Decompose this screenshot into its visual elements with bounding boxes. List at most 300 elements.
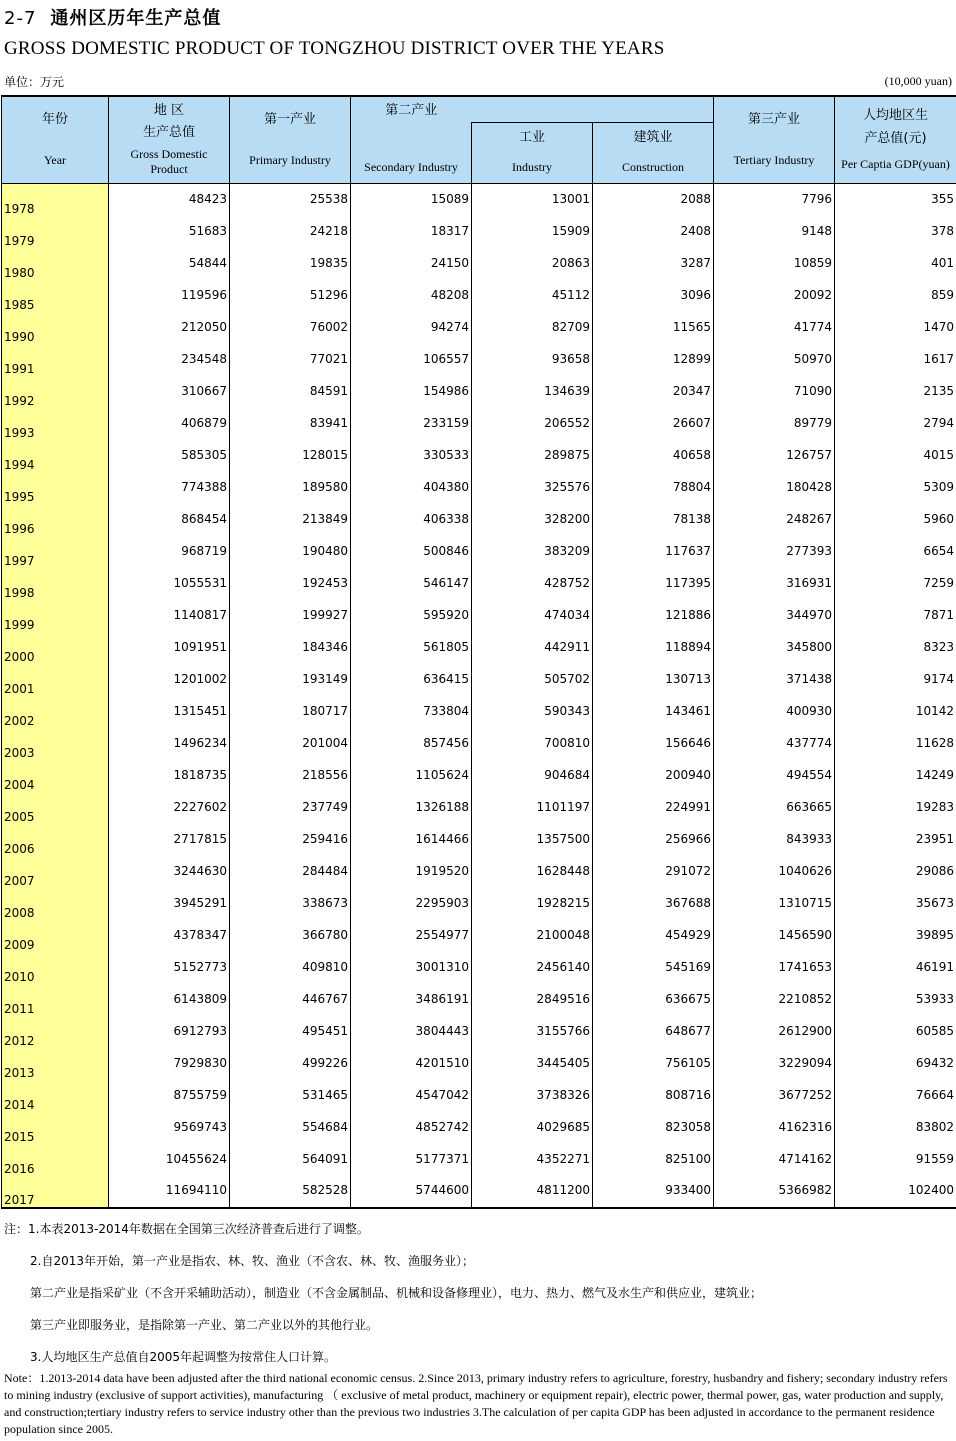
value-cell: 6654 (835, 536, 956, 568)
value-cell: 383209 (472, 536, 593, 568)
value-cell: 8755759 (109, 1080, 230, 1112)
value-cell: 25538 (230, 184, 351, 216)
note-cn-4: 第三产业即服务业，是指除第一产业、第二产业以外的其他行业。 (30, 1318, 379, 1332)
header-secondary-en: Secondary Industry (351, 122, 472, 183)
header-industry: 工业 Industry (472, 122, 593, 183)
value-cell: 121886 (593, 600, 714, 632)
value-cell: 48423 (109, 184, 230, 216)
year-cell: 1998 (2, 568, 109, 600)
table-row (2, 920, 956, 952)
year-cell: 2001 (2, 664, 109, 696)
table-row (2, 696, 956, 728)
value-cell: 119596 (109, 280, 230, 312)
table-row (2, 952, 956, 984)
year-cell: 2007 (2, 856, 109, 888)
value-cell: 6143809 (109, 984, 230, 1016)
value-cell: 3486191 (351, 984, 472, 1016)
value-cell: 4201510 (351, 1048, 472, 1080)
value-cell: 200940 (593, 760, 714, 792)
value-cell: 474034 (472, 600, 593, 632)
value-cell: 3445405 (472, 1048, 593, 1080)
year-cell: 2006 (2, 824, 109, 856)
value-cell: 345800 (714, 632, 835, 664)
value-cell: 500846 (351, 536, 472, 568)
year-cell: 1992 (2, 376, 109, 408)
table-row (2, 280, 956, 312)
year-cell: 1996 (2, 504, 109, 536)
value-cell: 29086 (835, 856, 956, 888)
page-title-en: GROSS DOMESTIC PRODUCT OF TONGZHOU DISTRICT OVER THE YEARS (4, 38, 665, 59)
table-row (2, 1080, 956, 1112)
value-cell: 184346 (230, 632, 351, 664)
value-cell: 1628448 (472, 856, 593, 888)
value-cell: 48208 (351, 280, 472, 312)
gdp-table (1, 95, 956, 1209)
value-cell: 77021 (230, 344, 351, 376)
value-cell: 355 (835, 184, 956, 216)
value-cell: 825100 (593, 1144, 714, 1176)
value-cell: 1614466 (351, 824, 472, 856)
value-cell: 40658 (593, 440, 714, 472)
value-cell: 2456140 (472, 952, 593, 984)
table-row (2, 760, 956, 792)
value-cell: 366780 (230, 920, 351, 952)
value-cell: 1818735 (109, 760, 230, 792)
value-cell: 1055531 (109, 568, 230, 600)
value-cell: 291072 (593, 856, 714, 888)
table-row (2, 984, 956, 1016)
value-cell: 91559 (835, 1144, 956, 1176)
value-cell: 82709 (472, 312, 593, 344)
value-cell: 1101197 (472, 792, 593, 824)
value-cell: 284484 (230, 856, 351, 888)
table-row (2, 344, 956, 376)
value-cell: 401 (835, 248, 956, 280)
value-cell: 3229094 (714, 1048, 835, 1080)
value-cell: 1310715 (714, 888, 835, 920)
value-cell: 289875 (472, 440, 593, 472)
value-cell: 6912793 (109, 1016, 230, 1048)
value-cell: 1456590 (714, 920, 835, 952)
value-cell: 45112 (472, 280, 593, 312)
value-cell: 2717815 (109, 824, 230, 856)
year-cell: 1997 (2, 536, 109, 568)
value-cell: 823058 (593, 1112, 714, 1144)
value-cell: 18317 (351, 216, 472, 248)
value-cell: 193149 (230, 664, 351, 696)
value-cell: 1617 (835, 344, 956, 376)
year-cell: 2005 (2, 792, 109, 824)
value-cell: 3096 (593, 280, 714, 312)
value-cell: 437774 (714, 728, 835, 760)
value-cell: 15089 (351, 184, 472, 216)
value-cell: 7929830 (109, 1048, 230, 1080)
value-cell: 7796 (714, 184, 835, 216)
table-row (2, 440, 956, 472)
value-cell: 733804 (351, 696, 472, 728)
value-cell: 2295903 (351, 888, 472, 920)
value-cell: 248267 (714, 504, 835, 536)
header-year: 年份 Year (2, 96, 109, 184)
value-cell: 2088 (593, 184, 714, 216)
value-cell: 1326188 (351, 792, 472, 824)
value-cell: 10142 (835, 696, 956, 728)
value-cell: 582528 (230, 1176, 351, 1208)
value-cell: 404380 (351, 472, 472, 504)
value-cell: 325576 (472, 472, 593, 504)
value-cell: 53933 (835, 984, 956, 1016)
table-body (2, 184, 956, 1208)
unit-label-cn: 单位：万元 (4, 75, 65, 89)
value-cell: 968719 (109, 536, 230, 568)
value-cell: 20863 (472, 248, 593, 280)
value-cell: 12899 (593, 344, 714, 376)
unit-label-en: (10,000 yuan) (884, 74, 952, 88)
value-cell: 5309 (835, 472, 956, 504)
value-cell: 4714162 (714, 1144, 835, 1176)
value-cell: 2227602 (109, 792, 230, 824)
value-cell: 344970 (714, 600, 835, 632)
table-row (2, 1016, 956, 1048)
value-cell: 206552 (472, 408, 593, 440)
value-cell: 84591 (230, 376, 351, 408)
value-cell: 406879 (109, 408, 230, 440)
value-cell: 499226 (230, 1048, 351, 1080)
value-cell: 154986 (351, 376, 472, 408)
value-cell: 933400 (593, 1176, 714, 1208)
value-cell: 1357500 (472, 824, 593, 856)
value-cell: 180717 (230, 696, 351, 728)
year-cell: 2011 (2, 984, 109, 1016)
value-cell: 69432 (835, 1048, 956, 1080)
value-cell: 400930 (714, 696, 835, 728)
year-cell: 2017 (2, 1176, 109, 1208)
note-cn-1: 注：1.本表2013-2014年数据在全国第三次经济普查后进行了调整。 (4, 1222, 369, 1236)
note-cn-5: 3.人均地区生产总值自2005年起调整为按常住人口计算。 (30, 1350, 336, 1364)
year-cell: 1991 (2, 344, 109, 376)
value-cell: 4015 (835, 440, 956, 472)
value-cell: 19835 (230, 248, 351, 280)
value-cell: 4378347 (109, 920, 230, 952)
value-cell: 561805 (351, 632, 472, 664)
value-cell: 102400 (835, 1176, 956, 1208)
value-cell: 648677 (593, 1016, 714, 1048)
value-cell: 89779 (714, 408, 835, 440)
value-cell: 310667 (109, 376, 230, 408)
value-cell: 595920 (351, 600, 472, 632)
value-cell: 50970 (714, 344, 835, 376)
year-cell: 2008 (2, 888, 109, 920)
table-row (2, 536, 956, 568)
year-cell: 2004 (2, 760, 109, 792)
value-cell: 774388 (109, 472, 230, 504)
value-cell: 39895 (835, 920, 956, 952)
year-cell: 2015 (2, 1112, 109, 1144)
value-cell: 118894 (593, 632, 714, 664)
value-cell: 180428 (714, 472, 835, 504)
value-cell: 9148 (714, 216, 835, 248)
value-cell: 2554977 (351, 920, 472, 952)
table-number: 2-7 (4, 8, 37, 29)
value-cell: 20347 (593, 376, 714, 408)
value-cell: 330533 (351, 440, 472, 472)
value-cell: 428752 (472, 568, 593, 600)
value-cell: 189580 (230, 472, 351, 504)
value-cell: 700810 (472, 728, 593, 760)
value-cell: 2849516 (472, 984, 593, 1016)
year-cell: 1979 (2, 216, 109, 248)
table-row (2, 824, 956, 856)
value-cell: 367688 (593, 888, 714, 920)
value-cell: 4811200 (472, 1176, 593, 1208)
value-cell: 1105624 (351, 760, 472, 792)
value-cell: 3804443 (351, 1016, 472, 1048)
year-cell: 2013 (2, 1048, 109, 1080)
year-cell: 1980 (2, 248, 109, 280)
value-cell: 11565 (593, 312, 714, 344)
value-cell: 20092 (714, 280, 835, 312)
value-cell: 409810 (230, 952, 351, 984)
value-cell: 328200 (472, 504, 593, 536)
table-row (2, 792, 956, 824)
header-secondary-span (472, 96, 714, 122)
table-row (2, 472, 956, 504)
value-cell: 134639 (472, 376, 593, 408)
header-secondary: 第二产业 (351, 96, 472, 122)
value-cell: 859 (835, 280, 956, 312)
value-cell: 76664 (835, 1080, 956, 1112)
value-cell: 24150 (351, 248, 472, 280)
value-cell: 546147 (351, 568, 472, 600)
year-cell: 2014 (2, 1080, 109, 1112)
value-cell: 199927 (230, 600, 351, 632)
value-cell: 1496234 (109, 728, 230, 760)
value-cell: 446767 (230, 984, 351, 1016)
value-cell: 24218 (230, 216, 351, 248)
value-cell: 4852742 (351, 1112, 472, 1144)
value-cell: 495451 (230, 1016, 351, 1048)
header-per-capita: 人均地区生 产总值(元) Per Captia GDP(yuan) (835, 96, 956, 184)
value-cell: 117395 (593, 568, 714, 600)
value-cell: 128015 (230, 440, 351, 472)
year-cell: 2016 (2, 1144, 109, 1176)
value-cell: 3945291 (109, 888, 230, 920)
value-cell: 3155766 (472, 1016, 593, 1048)
header-construction: 建筑业 Construction (593, 122, 714, 183)
value-cell: 26607 (593, 408, 714, 440)
table-row (2, 216, 956, 248)
year-cell: 1985 (2, 280, 109, 312)
value-cell: 7871 (835, 600, 956, 632)
table-row (2, 1112, 956, 1144)
table-row (2, 632, 956, 664)
value-cell: 4162316 (714, 1112, 835, 1144)
table-row (2, 664, 956, 696)
table-row (2, 1176, 956, 1208)
value-cell: 663665 (714, 792, 835, 824)
year-cell: 1995 (2, 472, 109, 504)
note-cn-3: 第二产业是指采矿业（不含开采辅助活动），制造业（不含金属制品、机械和设备修理业），电力、热力、燃气及水生产和供应业，建筑业； (30, 1286, 763, 1300)
value-cell: 19283 (835, 792, 956, 824)
value-cell: 212050 (109, 312, 230, 344)
value-cell: 192453 (230, 568, 351, 600)
value-cell: 1470 (835, 312, 956, 344)
value-cell: 316931 (714, 568, 835, 600)
table-row (2, 1144, 956, 1176)
value-cell: 9569743 (109, 1112, 230, 1144)
value-cell: 5177371 (351, 1144, 472, 1176)
year-cell: 1993 (2, 408, 109, 440)
value-cell: 51296 (230, 280, 351, 312)
value-cell: 94274 (351, 312, 472, 344)
value-cell: 7259 (835, 568, 956, 600)
year-cell: 2003 (2, 728, 109, 760)
value-cell: 224991 (593, 792, 714, 824)
value-cell: 1315451 (109, 696, 230, 728)
value-cell: 93658 (472, 344, 593, 376)
value-cell: 1928215 (472, 888, 593, 920)
value-cell: 13001 (472, 184, 593, 216)
value-cell: 371438 (714, 664, 835, 696)
value-cell: 545169 (593, 952, 714, 984)
value-cell: 636415 (351, 664, 472, 696)
value-cell: 857456 (351, 728, 472, 760)
table-row (2, 1048, 956, 1080)
value-cell: 2135 (835, 376, 956, 408)
notes-cn (4, 1213, 762, 1373)
value-cell: 1201002 (109, 664, 230, 696)
value-cell: 4547042 (351, 1080, 472, 1112)
value-cell: 218556 (230, 760, 351, 792)
value-cell: 3677252 (714, 1080, 835, 1112)
value-cell: 10455624 (109, 1144, 230, 1176)
header-gdp: 地 区 生产总值 Gross Domestic Product (109, 96, 230, 184)
year-cell: 2009 (2, 920, 109, 952)
value-cell: 256966 (593, 824, 714, 856)
value-cell: 494554 (714, 760, 835, 792)
value-cell: 23951 (835, 824, 956, 856)
value-cell: 1741653 (714, 952, 835, 984)
value-cell: 1140817 (109, 600, 230, 632)
value-cell: 3001310 (351, 952, 472, 984)
value-cell: 54844 (109, 248, 230, 280)
value-cell: 83802 (835, 1112, 956, 1144)
value-cell: 338673 (230, 888, 351, 920)
value-cell: 51683 (109, 216, 230, 248)
value-cell: 442911 (472, 632, 593, 664)
header-tertiary: 第三产业 Tertiary Industry (714, 96, 835, 184)
value-cell: 117637 (593, 536, 714, 568)
value-cell: 531465 (230, 1080, 351, 1112)
value-cell: 554684 (230, 1112, 351, 1144)
value-cell: 35673 (835, 888, 956, 920)
value-cell: 213849 (230, 504, 351, 536)
value-cell: 78138 (593, 504, 714, 536)
title-cn-text: 通州区历年生产总值 (50, 8, 222, 29)
table-row (2, 856, 956, 888)
table-row (2, 600, 956, 632)
page-title-cn (4, 4, 221, 30)
value-cell: 234548 (109, 344, 230, 376)
table-row (2, 312, 956, 344)
value-cell: 277393 (714, 536, 835, 568)
value-cell: 1091951 (109, 632, 230, 664)
value-cell: 201004 (230, 728, 351, 760)
year-cell: 2000 (2, 632, 109, 664)
table-row (2, 568, 956, 600)
value-cell: 11628 (835, 728, 956, 760)
value-cell: 11694110 (109, 1176, 230, 1208)
notes-en: Note：1.2013-2014 data have been adjusted after the third national economic census. 2.Since 2013, primary industry refers to agriculture, forestry, husbandry and fishery; secondary industry refers to mining industry (exclusive of support activities), manufacturing （ exclusive of metal product, machinery or equipment repair), electric power, thermal power, gas, water production and supply, and construction;tertiary industry refers to service industry other than the previous two industries 3.The calculation of per capita GDP has been adjusted in accordance to the permanent residence population since 2005. (4, 1371, 948, 1436)
value-cell: 9174 (835, 664, 956, 696)
value-cell: 2794 (835, 408, 956, 440)
value-cell: 505702 (472, 664, 593, 696)
note-cn-2: 2.自2013年开始，第一产业是指农、林、牧、渔业（不含农、林、牧、渔服务业）； (30, 1254, 474, 1268)
value-cell: 71090 (714, 376, 835, 408)
year-cell: 1994 (2, 440, 109, 472)
value-cell: 4352271 (472, 1144, 593, 1176)
value-cell: 233159 (351, 408, 472, 440)
value-cell: 3738326 (472, 1080, 593, 1112)
value-cell: 2612900 (714, 1016, 835, 1048)
year-cell: 1978 (2, 184, 109, 216)
table-row (2, 376, 956, 408)
value-cell: 5960 (835, 504, 956, 536)
value-cell: 5366982 (714, 1176, 835, 1208)
value-cell: 190480 (230, 536, 351, 568)
value-cell: 585305 (109, 440, 230, 472)
value-cell: 106557 (351, 344, 472, 376)
value-cell: 868454 (109, 504, 230, 536)
value-cell: 636675 (593, 984, 714, 1016)
value-cell: 83941 (230, 408, 351, 440)
value-cell: 76002 (230, 312, 351, 344)
table-row (2, 504, 956, 536)
value-cell: 5744600 (351, 1176, 472, 1208)
value-cell: 2408 (593, 216, 714, 248)
value-cell: 126757 (714, 440, 835, 472)
year-cell: 1990 (2, 312, 109, 344)
value-cell: 60585 (835, 1016, 956, 1048)
table-row (2, 248, 956, 280)
value-cell: 156646 (593, 728, 714, 760)
table-row (2, 184, 956, 216)
value-cell: 843933 (714, 824, 835, 856)
value-cell: 4029685 (472, 1112, 593, 1144)
value-cell: 46191 (835, 952, 956, 984)
value-cell: 406338 (351, 504, 472, 536)
value-cell: 130713 (593, 664, 714, 696)
value-cell: 10859 (714, 248, 835, 280)
value-cell: 904684 (472, 760, 593, 792)
value-cell: 590343 (472, 696, 593, 728)
value-cell: 78804 (593, 472, 714, 504)
value-cell: 14249 (835, 760, 956, 792)
value-cell: 808716 (593, 1080, 714, 1112)
value-cell: 237749 (230, 792, 351, 824)
value-cell: 2100048 (472, 920, 593, 952)
year-cell: 2002 (2, 696, 109, 728)
table-row (2, 888, 956, 920)
value-cell: 1919520 (351, 856, 472, 888)
value-cell: 378 (835, 216, 956, 248)
value-cell: 15909 (472, 216, 593, 248)
value-cell: 756105 (593, 1048, 714, 1080)
year-cell: 2010 (2, 952, 109, 984)
table-row (2, 728, 956, 760)
value-cell: 5152773 (109, 952, 230, 984)
value-cell: 41774 (714, 312, 835, 344)
